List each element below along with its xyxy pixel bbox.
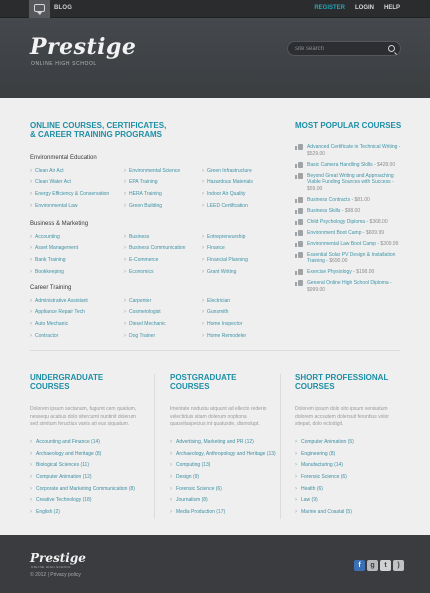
course-link[interactable]: › Environmental Law xyxy=(30,200,109,212)
course-link[interactable]: › Energy Efficiency & Conservation xyxy=(30,188,109,200)
course-link[interactable]: › Bank Training xyxy=(30,254,78,266)
popular-item[interactable]: Environmental Law Boot Camp - $309.99 xyxy=(295,241,405,248)
popular-item[interactable]: Beyond Great Writing and Approaching Viable Funding Sources with Success - $59.00 xyxy=(295,173,405,193)
category-title: Business & Marketing xyxy=(30,221,89,227)
undergraduate-list xyxy=(30,436,135,518)
undergraduate-intro: Dolorem ipsum sectanum, fugumt cem quatium, nessequ acabus dolo sitercumt nuntinit dolerum sed simitum feructius vanis ati eus siquatum. xyxy=(30,406,137,427)
popular-title: MOST POPULAR COURSES xyxy=(295,121,402,130)
course-link[interactable]: › Electrician xyxy=(202,295,246,307)
course-link[interactable]: › Dog Trainer xyxy=(124,330,166,342)
course-link[interactable]: › Bookkeeping xyxy=(30,266,78,278)
popular-item-name[interactable]: Advanced Certificate in Technical Writing xyxy=(307,144,398,150)
popular-item[interactable]: Environment Boot Camp - $609.99 xyxy=(295,230,405,237)
page-title-line: & CAREER TRAINING PROGRAMS xyxy=(30,129,163,139)
popular-item-name[interactable]: Business Contracts xyxy=(307,196,351,203)
register-link[interactable]: REGISTER xyxy=(314,5,345,11)
popular-item-price: $59.00 xyxy=(307,185,323,192)
help-link[interactable]: HELP xyxy=(383,5,400,11)
footer-tagline: ONLINE HIGH SCHOOL xyxy=(31,565,72,569)
course-column xyxy=(202,295,246,341)
course-link[interactable]: › Creative Technology (18) xyxy=(30,494,135,506)
course-link[interactable]: › Law (9) xyxy=(295,494,354,506)
popular-item-name[interactable]: General Online High School Diploma xyxy=(307,280,389,287)
course-column xyxy=(202,231,248,277)
course-link[interactable]: › Archaeology, Anthropology and Heritage (13) xyxy=(170,448,276,460)
course-column xyxy=(124,231,185,277)
course-link[interactable]: › EPA Training xyxy=(124,177,180,189)
course-link[interactable]: › Manufacturing (14) xyxy=(295,459,354,471)
thumbs-up-icon xyxy=(295,252,303,258)
course-link[interactable]: › Auto Mechanic xyxy=(30,318,88,330)
search-icon[interactable] xyxy=(388,45,395,52)
popular-list xyxy=(295,144,405,298)
course-link[interactable]: › Business Communication xyxy=(124,243,185,255)
thumbs-up-icon xyxy=(295,197,303,203)
search-input[interactable] xyxy=(295,44,379,54)
popular-item-name[interactable]: Exercise Physiology xyxy=(307,269,352,276)
course-link[interactable]: › English (2) xyxy=(30,506,135,518)
popular-item[interactable]: Business Contracts - $81.00 xyxy=(295,197,405,204)
postgraduate-list xyxy=(170,436,276,518)
course-link[interactable]: › Cosmetologist xyxy=(124,307,166,319)
course-link[interactable]: › Financial Planning xyxy=(202,254,248,266)
course-link[interactable]: › Computer Animation (12) xyxy=(30,471,135,483)
login-link[interactable]: LOGIN xyxy=(354,5,374,11)
popular-item-name[interactable]: Basic Camera Handling Skills xyxy=(307,161,373,168)
popular-item-name[interactable]: Child Psychology Diploma xyxy=(307,218,366,225)
popular-item-price: $999.00 xyxy=(307,286,326,293)
course-link[interactable]: › E-Commerce xyxy=(124,254,185,266)
google-icon[interactable]: g xyxy=(367,560,378,571)
course-column xyxy=(30,295,88,341)
thumbs-up-icon xyxy=(295,173,303,179)
popular-item-name[interactable]: Beyond Great Writing and Approaching Viable Funding Sources with Success xyxy=(307,172,394,186)
course-column xyxy=(202,165,253,211)
course-link[interactable]: › Indoor Air Quality xyxy=(202,188,253,200)
title-line: SHORT PROFESSIONAL xyxy=(295,373,389,382)
social-links xyxy=(354,560,404,571)
thumbs-up-icon xyxy=(295,280,303,286)
thumbs-up-icon xyxy=(295,241,303,247)
title-line: UNDERGRADUATE xyxy=(30,373,104,382)
course-link[interactable]: › Appliance Repair Tech xyxy=(30,307,88,319)
popular-item[interactable]: Basic Camera Handling Skills - $428.00 xyxy=(295,162,405,169)
popular-item-price: $368.00 xyxy=(369,218,388,225)
popular-item-price: $609.99 xyxy=(365,229,385,236)
twitter-icon[interactable]: t xyxy=(380,560,391,571)
course-link[interactable]: › Business xyxy=(124,231,185,243)
course-link[interactable]: › Home Remodeler xyxy=(202,330,246,342)
title-line: COURSES xyxy=(30,381,70,391)
short-professional-title xyxy=(295,374,388,392)
course-column xyxy=(124,165,180,211)
course-column xyxy=(30,165,109,211)
popular-item[interactable]: Essential Solar PV Design & Installation Training - $690.00 xyxy=(295,252,405,265)
postgraduate-title xyxy=(170,374,237,392)
course-link[interactable]: › LEED Certification xyxy=(202,200,253,212)
thumbs-up-icon xyxy=(295,269,303,275)
thumbs-up-icon xyxy=(295,208,303,214)
popular-item[interactable]: Business Skills - $98.00 xyxy=(295,208,405,215)
popular-item-name[interactable]: Environmental Law Boot Camp xyxy=(307,240,376,247)
footer xyxy=(0,535,430,593)
course-column xyxy=(30,231,78,277)
popular-item-name[interactable]: Environment Boot Camp xyxy=(307,229,362,236)
course-link[interactable]: › Clean Water Act xyxy=(30,177,109,189)
speech-bubble-icon xyxy=(34,4,45,12)
category-title: Environmental Education xyxy=(30,155,97,161)
section-divider xyxy=(30,350,400,351)
course-link[interactable]: › Administrative Assistant xyxy=(30,295,88,307)
main-content xyxy=(0,98,430,535)
tagline: ONLINE HIGH SCHOOL xyxy=(31,61,97,67)
thumbs-up-icon xyxy=(295,219,303,225)
popular-item-price: $529.00 xyxy=(307,150,326,157)
column-divider xyxy=(280,374,281,519)
popular-item[interactable]: Advanced Certificate in Technical Writing - $529.00 xyxy=(295,144,405,157)
page-title-line: ONLINE COURSES, CERTIFICATES, xyxy=(30,121,167,130)
popular-item[interactable]: Exercise Physiology - $198.00 xyxy=(295,269,405,276)
title-line: COURSES xyxy=(170,381,210,391)
popular-item-price: $309.99 xyxy=(380,240,399,247)
course-link[interactable]: › Marine and Coastal (5) xyxy=(295,506,354,518)
short-professional-list xyxy=(295,436,354,518)
course-link[interactable]: › Carpenter xyxy=(124,295,166,307)
page-title xyxy=(30,122,166,140)
column-divider xyxy=(154,374,155,519)
course-link[interactable]: › Gunsmith xyxy=(202,307,246,319)
popular-item-price: $98.00 xyxy=(344,207,361,214)
course-link[interactable]: › Diesel Mechanic xyxy=(124,318,166,330)
logo[interactable]: Prestige xyxy=(30,34,137,60)
course-column xyxy=(124,295,166,341)
header xyxy=(0,18,430,98)
thumbs-up-icon xyxy=(295,162,303,168)
popular-item-price: $428.00 xyxy=(377,161,396,168)
course-link[interactable]: › Environmental Science xyxy=(124,165,180,177)
popular-item-price: $690.00 xyxy=(329,258,348,265)
course-link[interactable]: › Forensic Science (6) xyxy=(170,483,276,495)
popular-item-name[interactable]: Business Skills xyxy=(307,207,341,214)
blog-badge[interactable] xyxy=(29,0,50,18)
course-link[interactable]: › Archaeology and Heritage (8) xyxy=(30,448,135,460)
popular-item[interactable]: General Online High School Diploma - $999.00 xyxy=(295,280,405,293)
course-link[interactable]: › Asset Management xyxy=(30,243,78,255)
top-links xyxy=(314,5,400,11)
course-link[interactable]: › Biological Sciences (11) xyxy=(30,459,135,471)
postgraduate-intro: Imentate nodustu atquunt ad ellecto rederio velectiduis sitam dolerum noptiona quasvitaspecius int quatusde, dismolupt. xyxy=(170,406,267,427)
course-link[interactable]: › Green Building xyxy=(124,200,180,212)
search-box xyxy=(287,41,401,56)
undergraduate-title xyxy=(30,374,103,392)
course-link[interactable]: › Contractor xyxy=(30,330,88,342)
category-title: Career Training xyxy=(30,285,72,291)
course-link[interactable]: › Journalism (8) xyxy=(170,494,276,506)
footer-logo[interactable]: Prestige xyxy=(30,551,86,565)
popular-item-price: $81.00 xyxy=(354,196,370,203)
rss-icon[interactable]: ) xyxy=(393,560,404,571)
copyright[interactable]: © 2012 | Privacy policy xyxy=(30,572,81,578)
title-line: POSTGRADUATE xyxy=(170,373,237,382)
popular-item-price: $198.00 xyxy=(356,269,375,276)
course-link[interactable]: › Hazardous Materials xyxy=(202,177,253,189)
course-link[interactable]: › Economics xyxy=(124,266,185,278)
course-link[interactable]: › Engineering (8) xyxy=(295,448,354,460)
title-line: COURSES xyxy=(295,381,335,391)
course-link[interactable]: › Computer Animation (5) xyxy=(295,436,354,448)
course-link[interactable]: › Home Inspector xyxy=(202,318,246,330)
popular-item[interactable]: Child Psychology Diploma - $368.00 xyxy=(295,219,405,226)
course-link[interactable]: › Health (6) xyxy=(295,483,354,495)
course-link[interactable]: › Design (9) xyxy=(170,471,276,483)
top-bar xyxy=(0,0,430,18)
course-link[interactable]: › Entrepreneurship xyxy=(202,231,248,243)
course-link[interactable]: › HERA Training xyxy=(124,188,180,200)
course-link[interactable]: › Advertising, Marketing and PR (12) xyxy=(170,436,276,448)
thumbs-up-icon xyxy=(295,144,303,150)
course-link[interactable]: › Grant Writing xyxy=(202,266,248,278)
course-link[interactable]: › Clean Air Act xyxy=(30,165,109,177)
course-link[interactable]: › Forensic Science (6) xyxy=(295,471,354,483)
facebook-icon[interactable]: f xyxy=(354,560,365,571)
course-link[interactable]: › Accounting and Finance (14) xyxy=(30,436,135,448)
course-link[interactable]: › Green Infrastructure xyxy=(202,165,253,177)
thumbs-up-icon xyxy=(295,230,303,236)
short-professional-intro: Dolorem ipsum dolo sito ipsum venisatum dolorem accsutem dolersuit feruntius volor sitepat, dolo ectodigit. xyxy=(295,406,389,427)
course-link[interactable]: › Corporate and Marketing Communication (8) xyxy=(30,483,135,495)
blog-link[interactable]: BLOG xyxy=(54,5,73,11)
course-link[interactable]: › Finance xyxy=(202,243,248,255)
course-link[interactable]: › Computing (13) xyxy=(170,459,276,471)
course-link[interactable]: › Accounting xyxy=(30,231,78,243)
course-link[interactable]: › Media Production (17) xyxy=(170,506,276,518)
popular-item-name[interactable]: Essential Solar PV Design & Installation Training xyxy=(307,251,396,265)
